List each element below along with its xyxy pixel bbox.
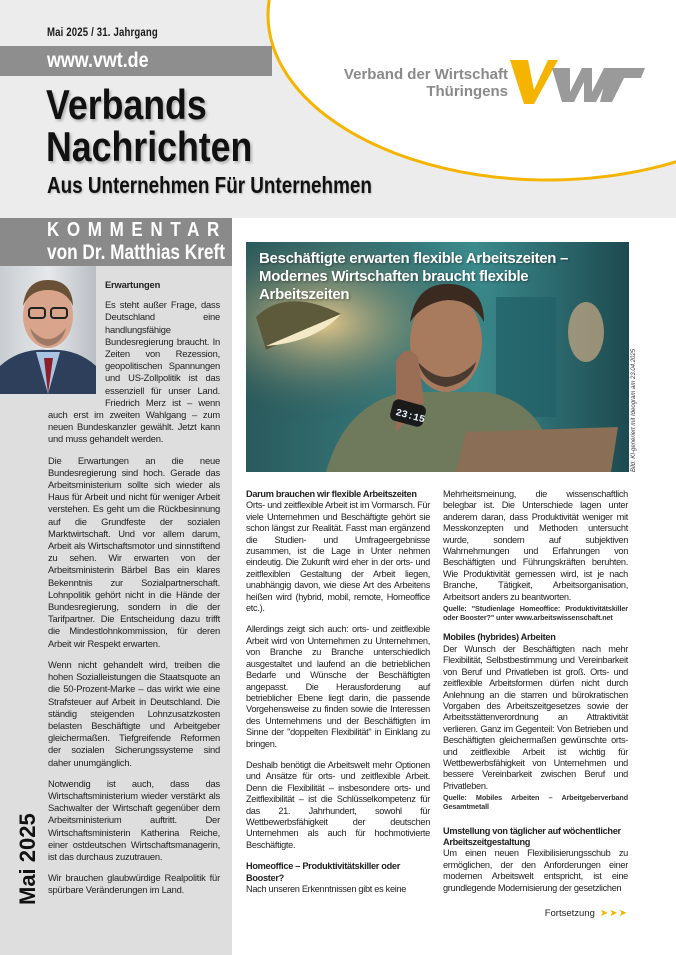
article-column-1: [246, 489, 430, 905]
headline-line2: Modernes Wirtschaften braucht flexible Arbeitszeiten: [259, 268, 529, 303]
article-paragraph: Mehrheitsmeinung, die wissenschaftlich belegbar ist. Die Unterschiede lagen unter anderem daran, dass Produktivität weniger mit Messkonzepten und Methoden untersucht wurde, sondern auf subjektiven Wahrnehmungen und Erfahrungen von Beschäftigten und Führungskräften beruhten. Wie Produktivität gemessen wird, ist je nach Branche, Tätigkeit, Arbeitsorganisation, Arbeitsort anders zu beantworten.: [443, 489, 628, 602]
comment-paragraph: Die Erwartungen an die neue Bundesregierung sind hoch. Gerade das Arbeitsministerium sollte sich wieder als Haus für Arbeit und nicht für weniger Arbeit verstehen. Es geht um die Rückbesinnung auf die Grundfeste der sozialen Marktwirtschaft. Und vor allem darum, Arbeit als Wirtschaftsmotor und sinnstiftend zu sehen. Wir erwarten von der Arbeitsministerin Bärbel Bas ein klares Bekenntnis zur Sozialpartnerschaft. Lohnpolitik gehört nicht in die Hände der Bundesregierung, sondern in die der Tarifpartner. Die Entscheidung dazu trifft die Mindestlohnkommission, für deren Arbeit wir Respekt erwarten.: [48, 454, 220, 649]
watch-display: 23:15: [394, 407, 426, 427]
source-note: Quelle: Mobiles Arbeiten – Arbeitgeberverband Gesamtmetall: [443, 793, 628, 812]
website-link[interactable]: www.vwt.de: [47, 49, 149, 72]
title-line1: Verbands: [46, 81, 207, 128]
comment-body: [48, 279, 220, 906]
section-heading: Umstellung von täglicher auf wöchentlicher Arbeitszeitgestaltung: [443, 825, 621, 847]
vwt-logo-icon: [510, 60, 645, 108]
continued-label: Fortsetzung: [544, 908, 595, 919]
comment-intro-full: wenn auch erst im zweiten Wahlgang – zum neuen Bundeskanzler gewählt. Jetzt kann und muss gehandelt werden.: [48, 396, 221, 445]
title-line2: Nachrichten: [46, 123, 253, 170]
url-bar: [0, 46, 272, 76]
comment-intro-wrapped: Es steht außer Frage, dass Deutschland eine handlungsfähige Bundesregierung braucht. In Zeiten von Rezession, geopolitischen Spannungen und US-Zollpolitik ist das essenziell für unser Land. Friedrich Merz ist –: [105, 299, 220, 408]
issue-date: Mai 2025 / 31. Jahrgang: [47, 25, 158, 39]
comment-heading: Erwartungen: [105, 279, 161, 290]
org-name: [300, 66, 508, 100]
org-name-line1: Verband der Wirtschaft: [343, 66, 508, 83]
article-paragraph: Der Wunsch der Beschäftigten nach mehr Flexibilität, Selbstbestimmung und Vereinbarkeit von Beruf und Privatleben ist groß. Orts- und zeitflexible Arbeitsformen dürfen nicht durch Anlehnung an die starren und bürokratischen Vorgaben des Arbeitszeitgesetzes sowie der Arbeitsstättenverordnung an Attraktivität verlieren. Ganz im Gegenteil: Von Betrieben und Beschäftigten gleichermaßen gewünschte orts- und zeitflexible Arbeit ist wichtig für Wettbewerbsfähigkeit von Unternehmen und bessere Vereinbarkeit zwischen Beruf und Privatleben.: [443, 643, 628, 791]
org-name-line2: Thüringens: [426, 83, 508, 100]
continued-link[interactable]: [443, 908, 628, 920]
comment-paragraph: Notwendig ist auch, dass das Wirtschaftsministerium wieder verstärkt als Sachwalter der Wirtschaft gegenüber dem Arbeitsministerium auftritt. Der Wirtschaftsministerin Katherina Reiche, einer ostdeutschen Wirtschaftsmanagerin, ist das durchaus zuzutrauen.: [48, 777, 220, 862]
comment-author: von Dr. Matthias Kreft: [47, 241, 225, 264]
comment-header: [0, 218, 232, 266]
article-paragraph: Um einen neuen Flexibilisierungsschub zu ermöglichen, der den Anforderungen einer modernen Arbeitswelt entspricht, ist eine grundlegende Modernisierung der gesetzlichen: [443, 848, 628, 893]
image-credit: Bild: KI-generiert mit Ideogram am 23.04.2025: [631, 348, 637, 472]
article-photo: [246, 242, 629, 472]
side-date: Mai 2025: [15, 813, 40, 905]
headline-line1: Beschäftigte erwarten flexible Arbeitszeiten –: [259, 250, 569, 267]
source-note: Quelle: "Studienlage Homeoffice: Produktivitätskiller oder Booster?" unter www.arbeitswissenschaft.net: [443, 604, 628, 623]
article-paragraph: Allerdings zeigt sich auch: orts- und zeitflexible Arbeit wird von Unternehmen zu Unternehmen, von Branche zu Branche unterschiedlich ausgestaltet und laufend an die betrieblichen Bedarfe und Wünsche der Beschäftigten angepasst. Die Herausforderung auf betrieblicher Ebene liegt darin, die passende Vorgehensweise zu finden sowie die Interessen des Unternehmens und der Beschäftigten im Sinne der "doppelten Flexibilität" in Einklang zu bringen.: [246, 624, 430, 749]
section-heading: Homeoffice – Produktivitätskiller oder Booster?: [246, 861, 401, 883]
comment-paragraph: Wir brauchen glaubwürdige Realpolitik für spürbare Veränderungen im Land.: [48, 872, 220, 896]
article-paragraph: Orts- und zeitflexible Arbeit ist im Vormarsch. Für viele Unternehmen und Beschäftigte gehört sie schon längst zur Realität. Fasst man ergänzend die Studien- und Umfrageergebnisse zusammen, ist die Lage in Unter nehmen eindeutig. Die Zukunft wird eher in der orts- und zeitflexiblen Gestaltung der Arbeit liegen, unabhängig davon, wie diese Art des Arbeitens heißen wird (hybrid, mobil, remote, Homeoffice etc.).: [246, 500, 430, 614]
section-heading: Mobiles (hybrides) Arbeiten: [443, 632, 556, 643]
article-headline: [259, 250, 619, 304]
article-column-2: [443, 489, 628, 920]
subtitle: Aus Unternehmen Für Unternehmen: [47, 172, 372, 198]
section-heading: Darum brauchen wir flexible Arbeitszeiten: [246, 489, 417, 499]
comment-paragraph: Wenn nicht gehandelt wird, treiben die hohen Sozialleistungen die Staatsquote an die 50-Prozent-Marke – das wirkt wie eine Strafsteuer auf Arbeit in Deutschland. Die ständig steigenden Lohnzusatzkosten belasten Beschäftigte und Arbeitgeber gleichermaßen. Tiefgreifende Reformen der sozialen Sicherungssysteme sind daher unumgänglich.: [48, 658, 220, 768]
article-paragraph: Deshalb benötigt die Arbeitswelt mehr Optionen und Ansätze für orts- und zeitflexible Arbeit. Denn die Flexibilität – insbesondere orts- und Zeitflexibilität – ist die Schlüsselkompetenz für das 21. Jahrhundert, sowohl für Wettbewerbsfähigkeit der deutschen Unternehmen als auch für hochmotivierte Beschäftigte.: [246, 759, 430, 850]
article-paragraph: Nach unseren Erkenntnissen gibt es keine: [246, 884, 407, 894]
comment-label: KOMMENTAR: [47, 219, 227, 241]
arrow-right-icon: ➤➤➤: [599, 908, 628, 919]
portrait-spacer: [48, 279, 105, 397]
